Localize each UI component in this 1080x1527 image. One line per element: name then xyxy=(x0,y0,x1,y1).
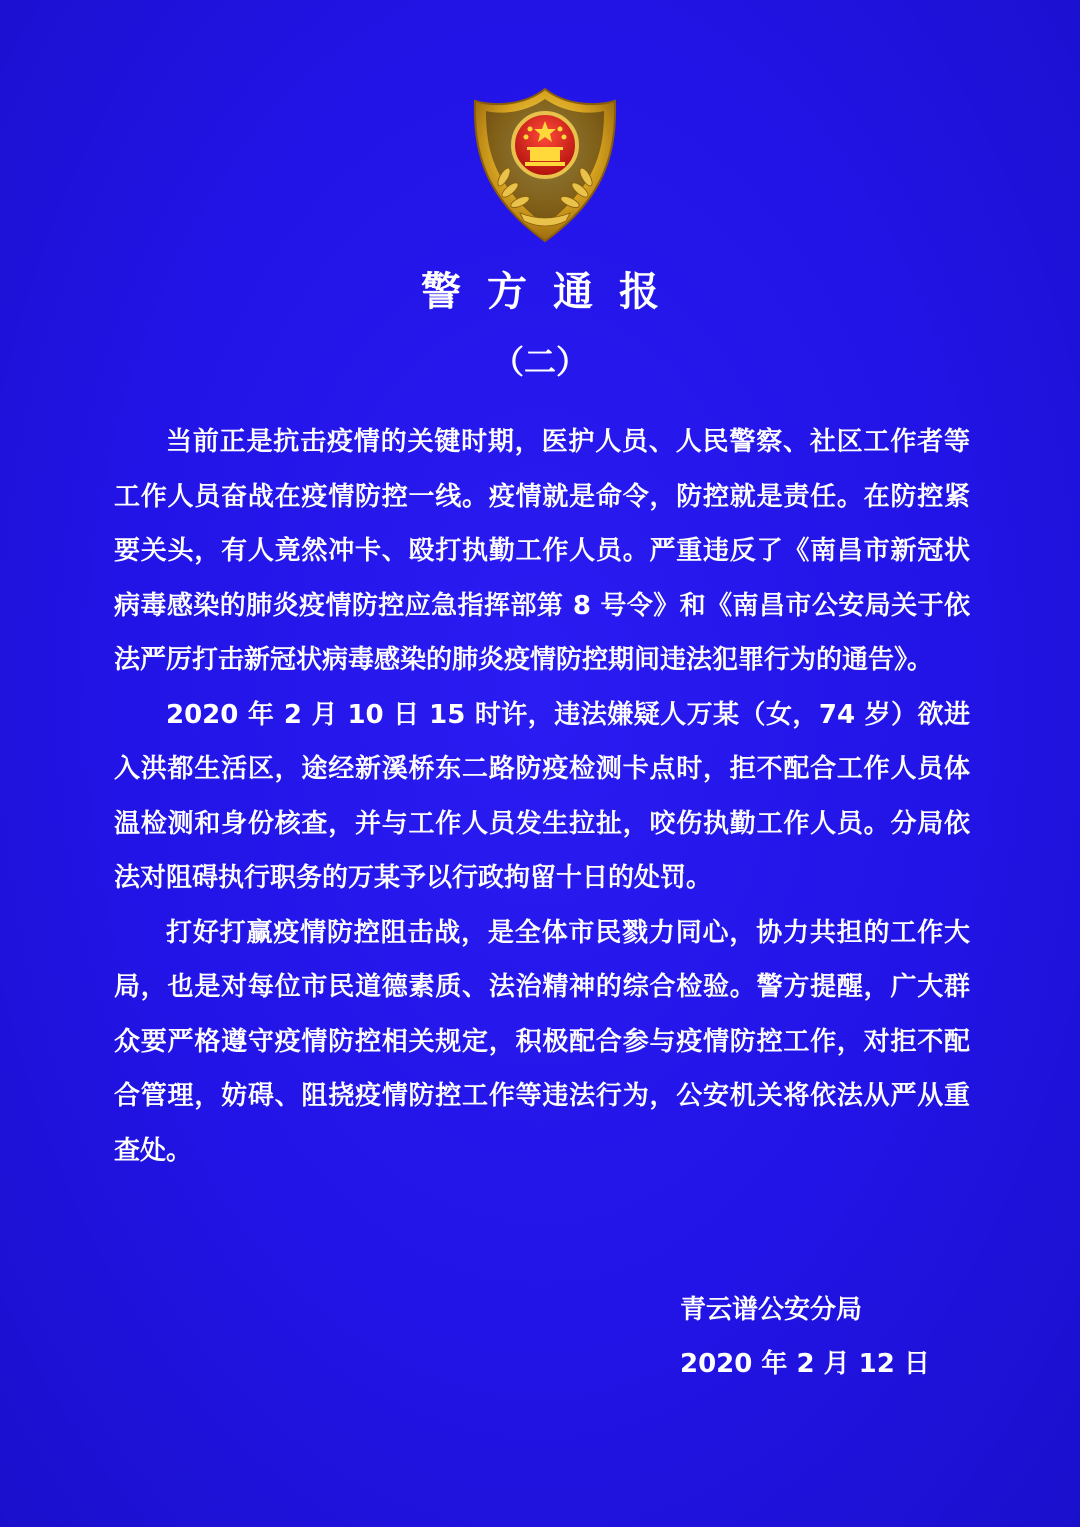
notice-body xyxy=(114,415,970,1178)
police-emblem-icon xyxy=(470,85,620,245)
notice-title: 警方通报 xyxy=(421,269,685,315)
issuer-name: 青云谱公安分局 xyxy=(680,1295,863,1325)
paragraph-3: 打好打赢疫情防控阻击战，是全体市民戮力同心，协力共担的工作大局，也是对每位市民道德素质、法治精神的综合检验。警方提醒，广大群众要严格遵守疫情防控相关规定，积极配合参与疫情防控工作，对拒不配合管理，妨碍、阻挠疫情防控工作等违法行为，公安机关将依法从严从重查处。 xyxy=(114,917,970,1166)
paragraph-2: 2020 年 2 月 10 日 15 时许，违法嫌疑人万某（女，74 岁）欲进入洪都生活区，途经新溪桥东二路防疫检测卡点时，拒不配合工作人员体温检测和身份核查，并与工作人员发生拉扯，咬伤执勤工作人员。分局依法对阻碍执行职务的万某予以行政拘留十日的处罚。 xyxy=(114,699,970,893)
signature-block xyxy=(680,1283,980,1391)
notice-subtitle: （二） xyxy=(491,343,588,381)
issue-date: 2020 年 2 月 12 日 xyxy=(680,1349,930,1379)
paragraph-1: 当前正是抗击疫情的关键时期，医护人员、人民警察、社区工作者等工作人员奋战在疫情防控一线。疫情就是命令，防控就是责任。在防控紧要关头，有人竟然冲卡、殴打执勤工作人员。严重违反了《南昌市新冠状病毒感染的肺炎疫情防控应急指挥部第 8 号令》和《南昌市公安局关于依法严厉打击新冠状病毒感染的肺炎疫情防控期间违法犯罪行为的通告》。 xyxy=(114,427,970,675)
